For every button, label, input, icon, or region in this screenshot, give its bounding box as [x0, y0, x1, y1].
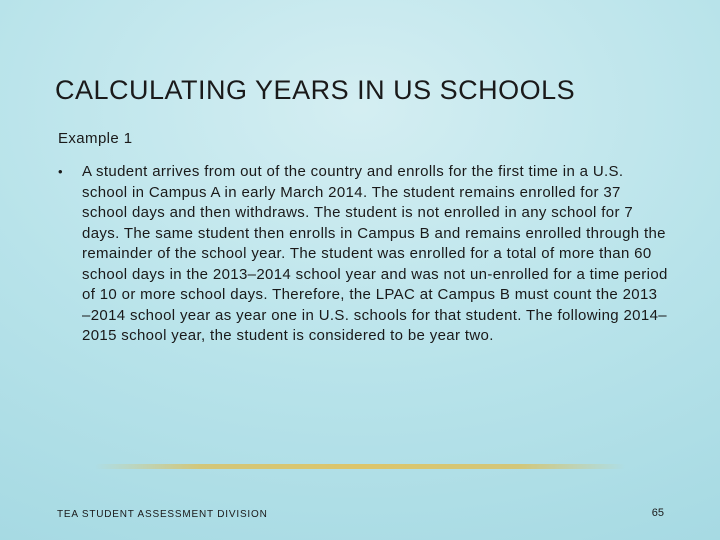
- page-number: 65: [651, 507, 664, 519]
- slide-title: CALCULATING YEARS IN US SCHOOLS: [55, 75, 576, 105]
- bullet-item: [58, 162, 668, 347]
- bullet-icon: •: [58, 164, 63, 179]
- decorative-divider: [95, 464, 625, 469]
- bullet-text: A student arrives from out of the country and enrolls for the first time in a U.S. school in Campus A in early March 2014. The student remains enrolled for 37 school days and then withdraws. The student is not enrolled in any school for 7 days. The same student then enrolls in Campus B and remains enrolled through the remainder of the school year. The student was enrolled for a total of more than 60 school days in the 2013–2014 school year and was not un-enrolled for a time period of 10 or more school days. Therefore, the LPAC at Campus B must count the 2013 –2014 school year as year one in U.S. schools for that student. The following 2014–2015 school year, the student is considered to be year two.: [82, 163, 668, 344]
- example-subtitle: Example 1: [58, 130, 133, 147]
- footer-text: TEA STUDENT ASSESSMENT DIVISION: [57, 509, 268, 520]
